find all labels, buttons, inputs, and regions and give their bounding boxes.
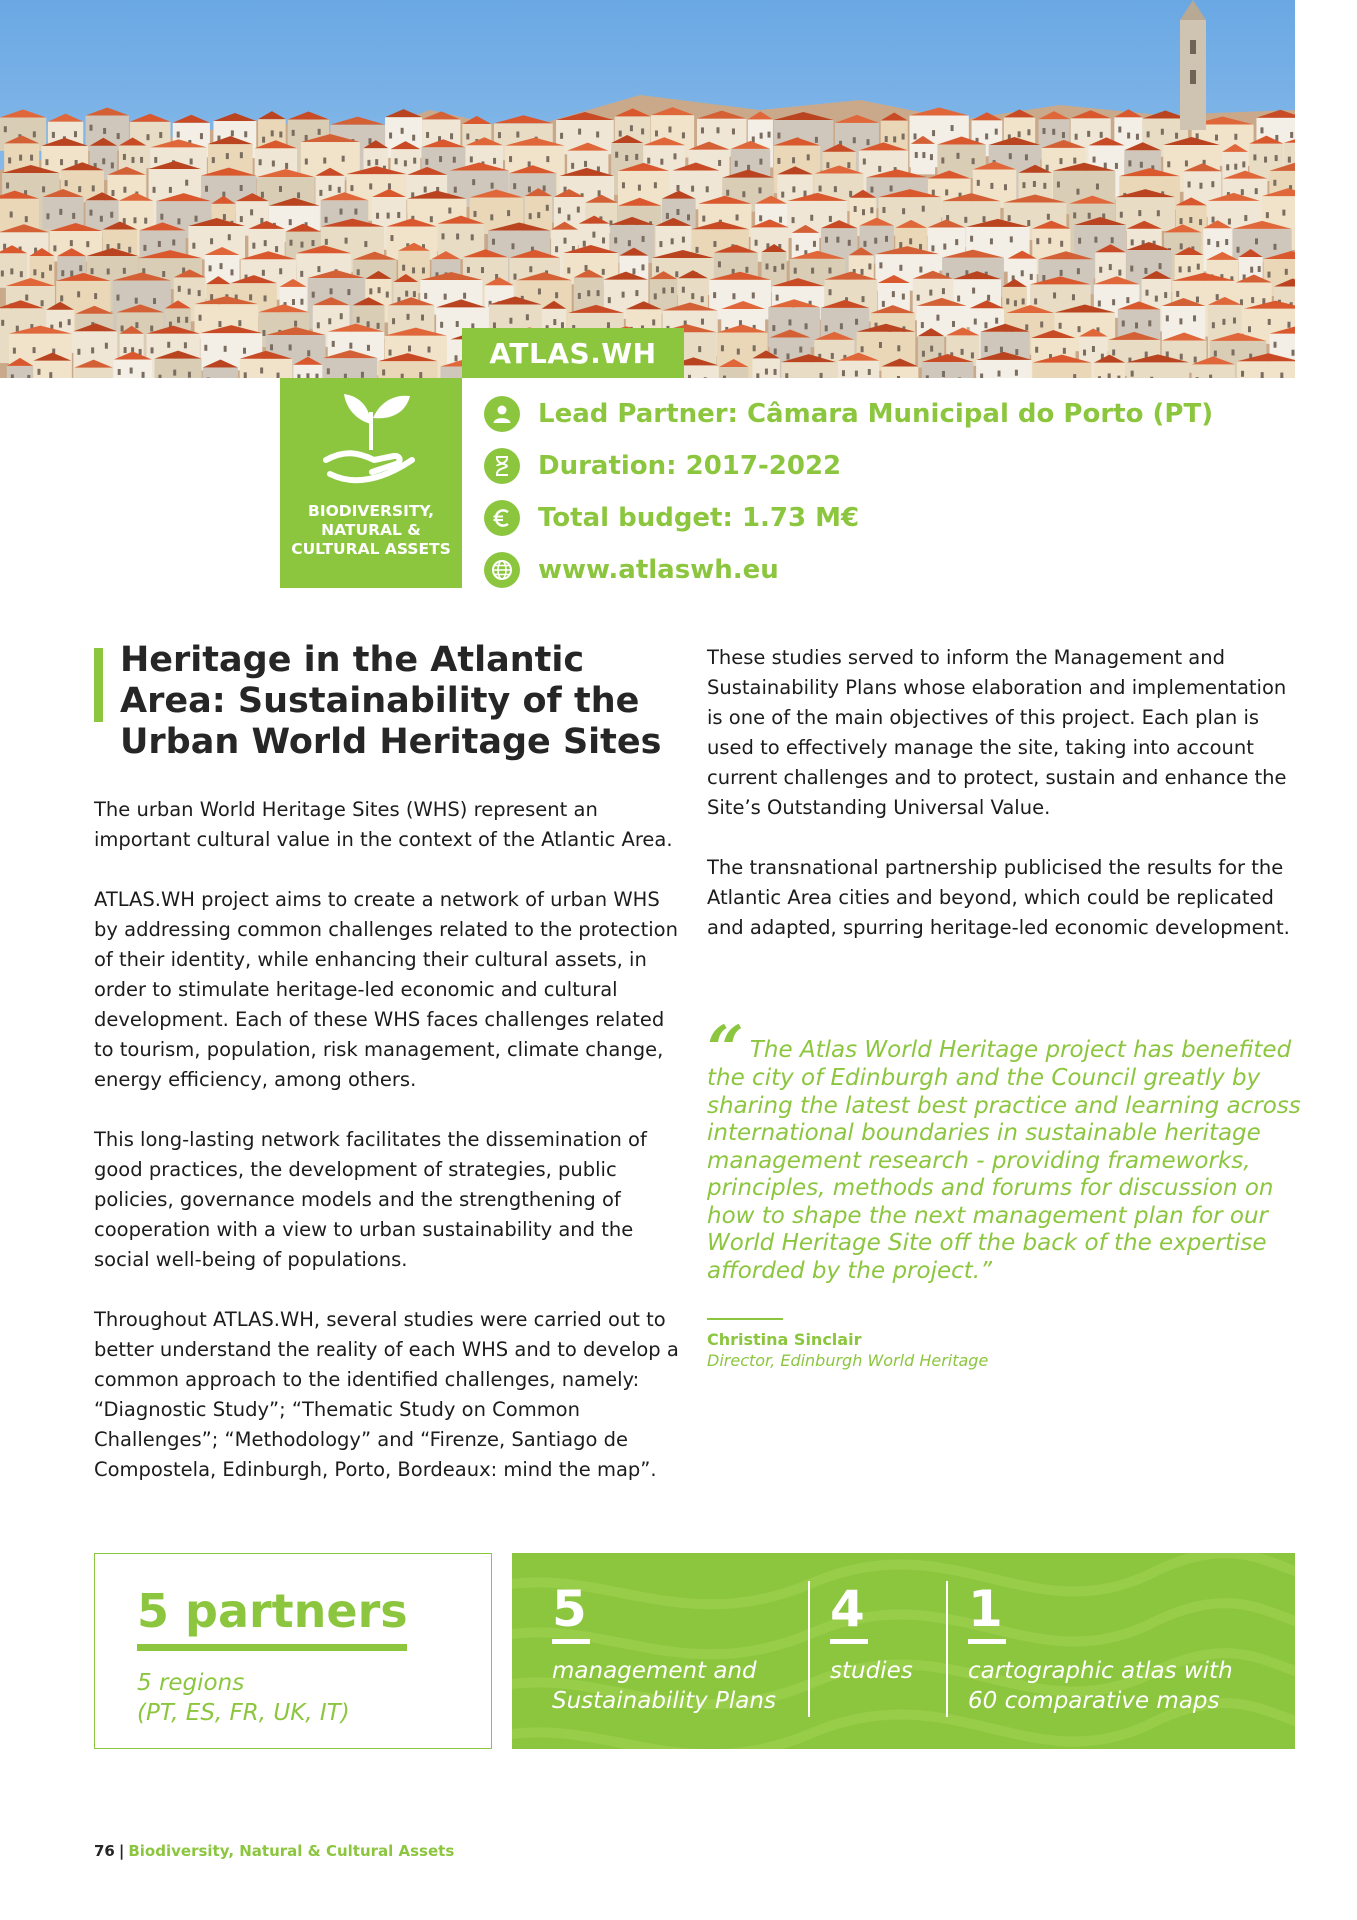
article-title: Heritage in the Atlantic Area: Sustainability of the Urban World Heritage Sites [120, 640, 662, 762]
plans-stat [552, 1581, 776, 1716]
partners-stat-box [94, 1553, 492, 1749]
quote-author-role: Director, Edinburgh World Heritage [707, 1351, 989, 1370]
paragraph: This long-lasting network facilitates the dissemination of good practices, the development of strategies, public policies, governance models and the strengthening of cooperation with a view to urban sustainability and the social well-being of populations. [94, 1128, 647, 1271]
partners-underline [137, 1644, 407, 1651]
paragraph: Throughout ATLAS.WH, several studies were carried out to better understand the reality of each WHS and to develop a common approach to the identified challenges, namely: “Diagnostic Study”; “Thematic Study on Common Challenges”; “Methodology” and “Firenze, Santiago de Compostela, Edinburgh, Porto, Bordeaux: mind the map”. [94, 1308, 679, 1481]
stat-underline [830, 1639, 868, 1644]
partners-regions [137, 1668, 350, 1728]
studies-count: 4 [830, 1580, 865, 1638]
quote-text: The Atlas World Heritage project has benefited the city of Edinburgh and the Council greatly by sharing the latest best practice and learning across international boundaries in sustainable heritage management research - providing frameworks, principles, methods and forums for discussion on how to shape the next management plan for our World Heritage Site off the back of the expertise afforded by the project.” [707, 1037, 1301, 1284]
atlas-stat [968, 1581, 1233, 1716]
quote-divider [707, 1318, 783, 1320]
atlas-label [968, 1656, 1233, 1716]
studies-stat [830, 1581, 913, 1686]
lead-partner-row [484, 388, 1213, 440]
atlas-label-line1: cartographic atlas with [968, 1658, 1233, 1684]
stat-underline [968, 1639, 1006, 1644]
outputs-stat-box [512, 1553, 1295, 1749]
paragraph: ATLAS.WH project aims to create a network of urban WHS by addressing common challenges related to the protection of their identity, while enhancing their cultural assets, in order to stimulate heritage-led economic and cultural development. Each of these WHS faces challenges related to tourism, population, risk management, climate change, energy efficiency, among others. [94, 888, 678, 1091]
plans-label [552, 1656, 776, 1716]
atlas-label-line2: 60 comparative maps [968, 1688, 1220, 1714]
section-name: Biodiversity, Natural & Cultural Assets [128, 1842, 455, 1860]
stat-divider [808, 1581, 810, 1717]
page-footer [94, 1842, 454, 1860]
project-info-list [484, 388, 1213, 596]
paragraph: The transnational partnership publicised the results for the Atlantic Area cities and beyond, which could be replicated and adapted, spurring heritage-led economic development. [707, 856, 1290, 939]
project-name-tag: ATLAS.WH [462, 328, 684, 378]
budget-row [484, 492, 1213, 544]
globe-icon [484, 552, 520, 588]
regions-list: (PT, ES, FR, UK, IT) [137, 1700, 350, 1726]
quote-mark-icon: “ [707, 1012, 744, 1087]
lead-partner-text: Lead Partner: Câmara Municipal do Porto (PT) [538, 399, 1214, 429]
regions-count: 5 regions [137, 1670, 245, 1696]
duration-row [484, 440, 1213, 492]
duration-text: Duration: 2017-2022 [538, 451, 842, 481]
paragraph: These studies served to inform the Management and Sustainability Plans whose elaboration and implementation is one of the main objectives of this project. Each plan is used to effectively manage the site, taking into account current challenges and to protect, sustain and enhance the Site’s Outstanding Universal Value. [707, 646, 1287, 819]
studies-label [830, 1656, 913, 1686]
person-icon [484, 396, 520, 432]
left-column [94, 795, 684, 1515]
theme-badge [280, 378, 462, 588]
atlas-count: 1 [968, 1580, 1003, 1638]
stat-divider [946, 1581, 948, 1717]
plans-label-line2: Sustainability Plans [552, 1688, 776, 1714]
studies-label-line1: studies [830, 1658, 913, 1684]
footer-separator: | [118, 1842, 125, 1860]
budget-text: Total budget: 1.73 M€ [538, 503, 860, 533]
website-row [484, 544, 1213, 596]
page-number: 76 [94, 1842, 115, 1860]
theme-label: BIODIVERSITY, NATURAL & CULTURAL ASSETS [291, 502, 451, 558]
partners-count: 5 partners [137, 1584, 408, 1638]
hourglass-icon [484, 448, 520, 484]
paragraph: The urban World Heritage Sites (WHS) represent an important cultural value in the context of the Atlantic Area. [94, 798, 673, 851]
stat-underline [552, 1639, 590, 1644]
plans-count: 5 [552, 1580, 587, 1638]
title-accent-bar [94, 648, 103, 722]
quote-author: Christina Sinclair [707, 1330, 862, 1349]
plant-in-hand-icon [316, 390, 426, 490]
testimonial-quote [707, 1012, 1307, 1285]
euro-icon [484, 500, 520, 536]
website-link[interactable]: www.atlaswh.eu [538, 555, 779, 585]
right-column [707, 643, 1297, 973]
plans-label-line1: management and [552, 1658, 757, 1684]
